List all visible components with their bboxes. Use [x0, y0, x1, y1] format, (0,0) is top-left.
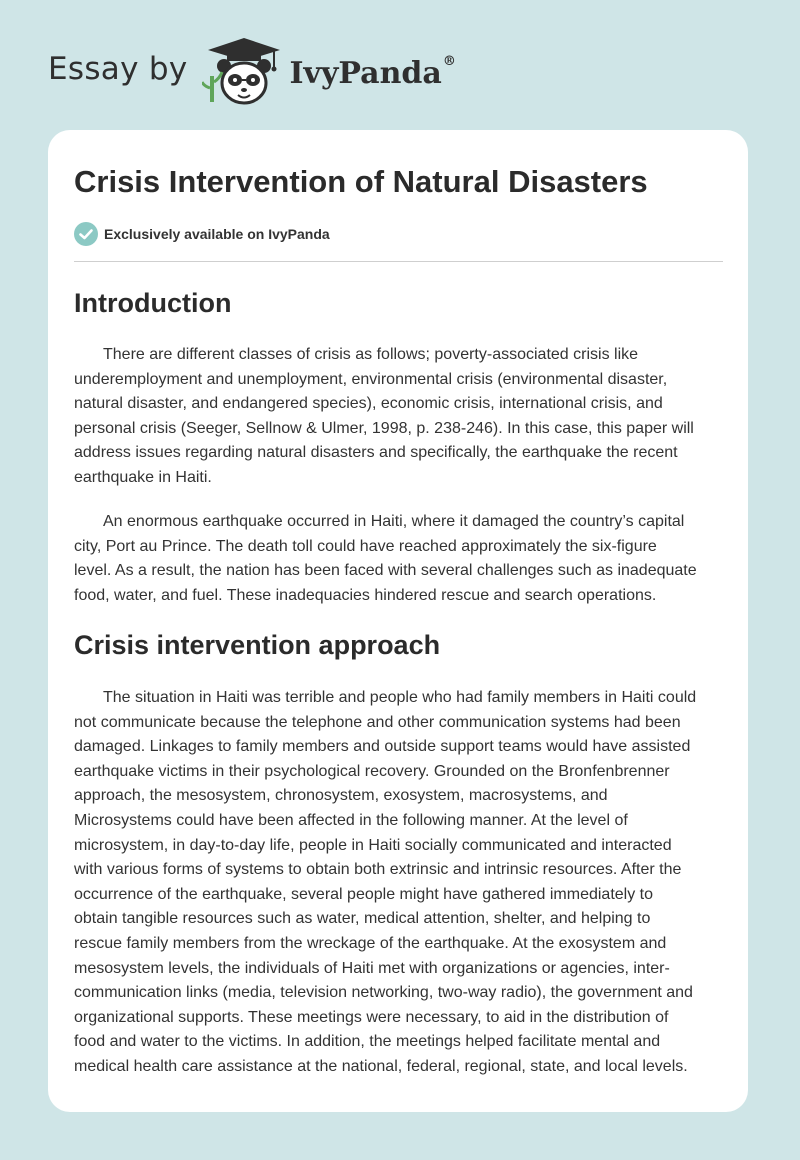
text-line: personal crisis (Seeger, Sellnow & Ulmer, 1998, p. 238-246). In this case, this paper will — [74, 419, 694, 437]
section-heading-crisis-intervention: Crisis intervention approach — [74, 630, 441, 660]
exclusive-badge-text: Exclusively available on IvyPanda — [104, 226, 330, 242]
text-line: microsystem, in day-to-day life, people in Haiti socially communicated and interacted — [74, 836, 672, 854]
text-line: natural disaster, and endangered species), economic crisis, international crisis, and — [74, 395, 663, 413]
text-line: mesosystem levels, the individuals of Haiti met with organizations or agencies, inter- — [74, 959, 670, 977]
paragraph — [74, 686, 726, 1080]
check-circle-icon — [74, 222, 98, 246]
text-line: There are different classes of crisis as follows; poverty-associated crisis like — [103, 346, 639, 363]
section-heading-introduction: Introduction — [74, 288, 232, 318]
text-line: not communicate because the telephone and other communication systems had been — [74, 713, 681, 731]
text-line: approach, the mesosystem, chronosystem, exosystem, macrosystems, and — [74, 787, 608, 805]
paragraph — [74, 343, 726, 491]
essay-by-label: Essay by — [48, 51, 188, 87]
text-line: An enormous earthquake occurred in Haiti, where it damaged the country’s capital — [103, 513, 685, 530]
panda-graduate-icon — [202, 36, 286, 108]
text-line: obtain tangible resources such as water, medical attention, shelter, and helping to — [74, 910, 651, 928]
text-line: Microsystems could have been affected in the following manner. At the level of — [74, 811, 628, 829]
text-line: earthquake victims in their psychological recovery. Grounded on the Bronfenbrenner — [74, 762, 670, 780]
text-line: address issues regarding natural disasters and specifically, the earthquake the recent — [74, 444, 678, 462]
text-line: The situation in Haiti was terrible and people who had family members in Haiti could — [103, 689, 697, 706]
paragraph — [74, 510, 726, 608]
text-line: medical health care assistance at the national, federal, regional, state, and local levels. — [74, 1057, 688, 1075]
text-line: organizational supports. These meetings were necessary, to aid in the distribution of — [74, 1008, 669, 1026]
article-card — [48, 130, 748, 1112]
text-line: damaged. Linkages to family members and outside support teams would have assisted — [74, 738, 691, 756]
text-line: with various forms of systems to obtain both extrinsic and intrinsic resources. After the — [74, 861, 682, 879]
brand-name: IvyPanda® — [289, 53, 456, 91]
text-line: occurrence of the earthquake, several people might have gathered immediately to — [74, 885, 654, 903]
text-line: food and water to the victims. In addition, the meetings helped facilitate mental and — [74, 1033, 661, 1051]
text-line: earthquake in Haiti. — [74, 468, 212, 486]
text-line: food, water, and fuel. These inadequacies hindered rescue and search operations. — [74, 586, 657, 604]
text-line: underemployment and unemployment, environmental crisis (environmental disaster, — [74, 370, 668, 388]
brand-header — [48, 36, 456, 108]
text-line: communication links (media, television networking, two-way radio), the government and — [74, 984, 693, 1002]
text-line: city, Port au Prince. The death toll could have reached approximately the six-figure — [74, 537, 657, 555]
text-line: level. As a result, the nation has been faced with several challenges such as inadequate — [74, 562, 697, 580]
article-title: Crisis Intervention of Natural Disasters — [74, 164, 648, 199]
title-divider — [74, 261, 723, 262]
registered-mark: ® — [442, 53, 456, 69]
exclusive-badge — [74, 222, 330, 246]
text-line: rescue family members from the wreckage of the earthquake. At the exosystem and — [74, 934, 667, 952]
